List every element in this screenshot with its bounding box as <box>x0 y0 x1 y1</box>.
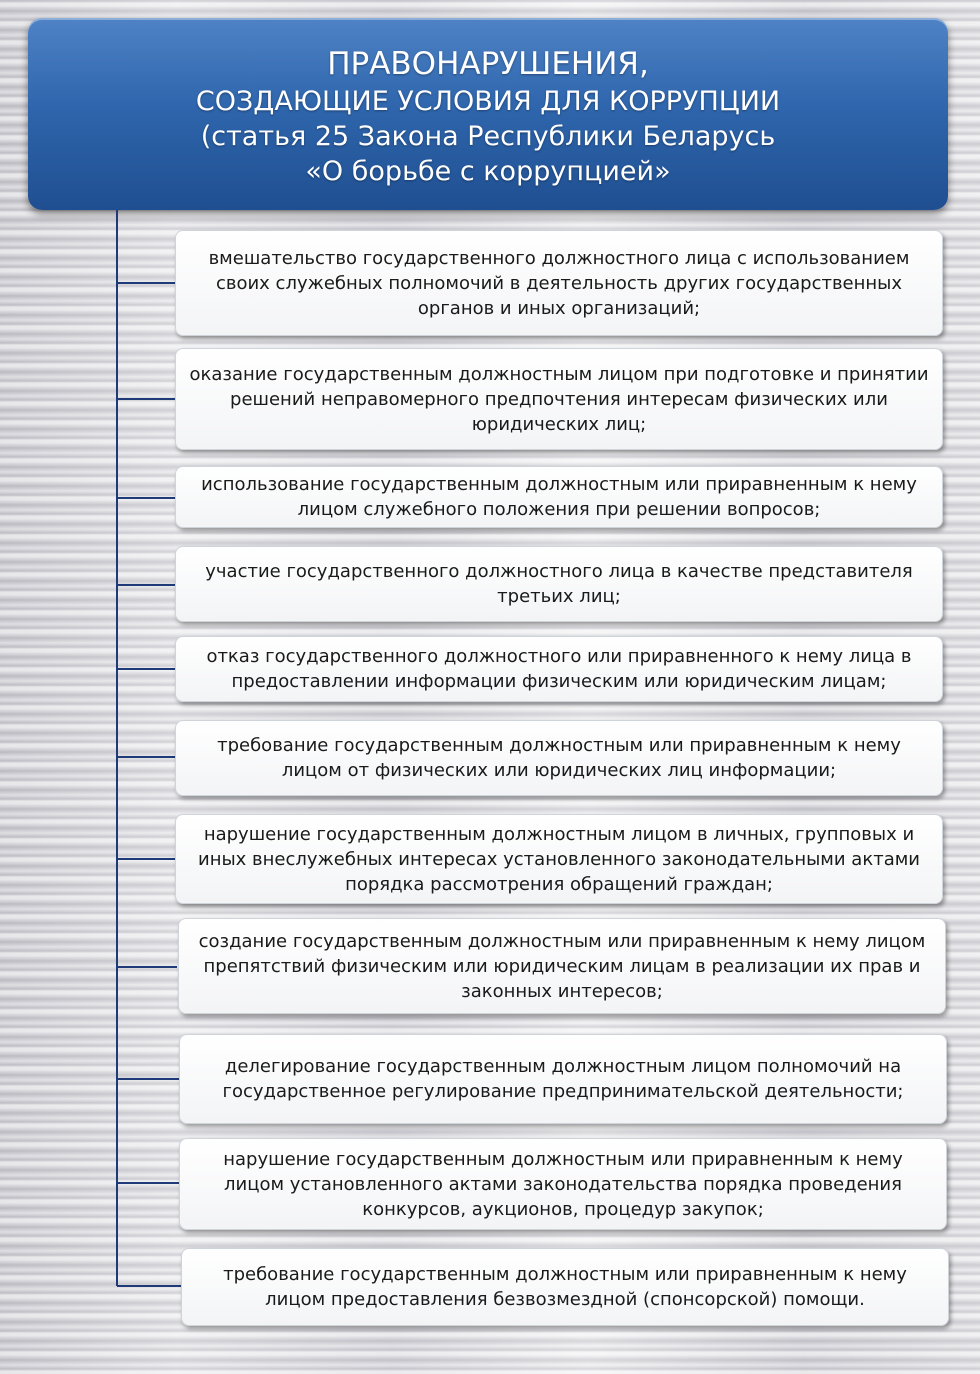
connector-branch <box>117 1182 179 1184</box>
connector-branch <box>117 858 175 860</box>
offense-item: требование государственным должностным или приравненным к нему лицом предоставления безвозмездной (спонсорской) помощи. <box>181 1248 949 1326</box>
connector-branch <box>117 1285 181 1287</box>
connector-branch <box>117 668 175 670</box>
connector-branch <box>117 584 175 586</box>
title-line-4: «О борьбе с коррупцией» <box>305 156 671 187</box>
connector-branch <box>117 398 175 400</box>
offense-item: создание государственным должностным или приравненным к нему лицом препятствий физическим или юридическим лицам в реализации их прав и законных интересов; <box>178 918 946 1014</box>
title-line-3: (статья 25 Закона Республики Беларусь <box>200 121 776 152</box>
offense-item: нарушение государственным должностным или приравненным к нему лицом установленного актами законодательства порядка проведения конкурсов, аукционов, процедур закупок; <box>179 1138 947 1230</box>
offense-item: участие государственного должностного лица в качестве представителя третьих лиц; <box>175 546 943 622</box>
connector-branch <box>117 966 177 968</box>
offense-item: требование государственным должностным или приравненным к нему лицом от физических или юридических лиц информации; <box>175 720 943 796</box>
offense-item: оказание государственным должностным лицом при подготовке и принятии решений неправомерного предпочтения интересам физических или юридических лиц; <box>175 348 943 450</box>
offense-item: вмешательство государственного должностного лица с использованием своих служебных полномочий в деятельность других государственных органов и иных организаций; <box>175 230 943 336</box>
connector-trunk <box>116 210 118 1286</box>
title-line-2: СОЗДАЮЩИЕ УСЛОВИЯ ДЛЯ КОРРУПЦИИ <box>195 86 781 117</box>
offense-item: нарушение государственным должностным лицом в личных, групповых и иных внеслужебных интересах установленного законодательными актами порядка рассмотрения обращений граждан; <box>175 814 943 904</box>
title-line-1: ПРАВОНАРУШЕНИЯ, <box>327 46 649 82</box>
title-banner <box>28 18 948 210</box>
connector-branch <box>117 497 175 499</box>
connector-branch <box>117 756 175 758</box>
connector-branch <box>117 282 175 284</box>
connector-branch <box>117 1078 179 1080</box>
offense-item: делегирование государственным должностным лицом полномочий на государственное регулирование предпринимательской деятельности; <box>179 1034 947 1124</box>
offense-item: использование государственным должностным или приравненным к нему лицом служебного положения при решении вопросов; <box>175 466 943 528</box>
offense-item: отказ государственного должностного или приравненного к нему лица в предоставлении информации физическим или юридическим лицам; <box>175 636 943 702</box>
